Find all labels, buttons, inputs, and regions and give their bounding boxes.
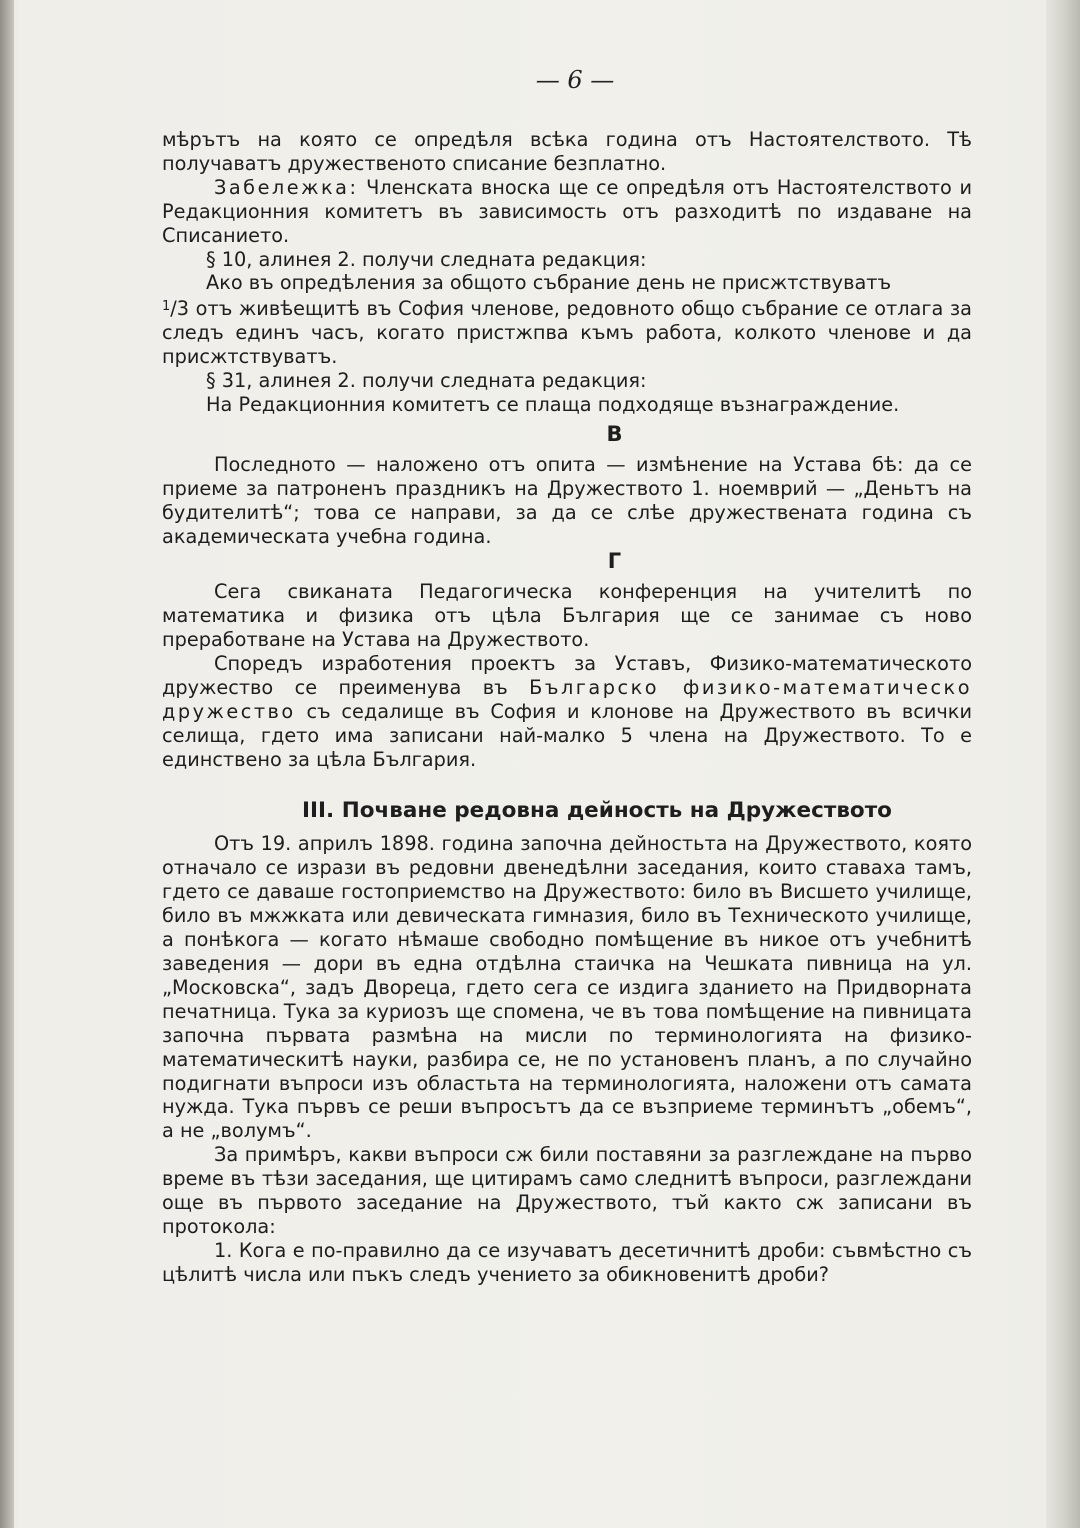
paragraph-rename-rest: съ седалище въ София и клонове на Дружеството въ всички селища, гдето има записани най-малко 5 члена на Дружеството. То е единствено за цѣла България. <box>162 699 972 771</box>
fraction-denominator: 3 <box>176 297 190 321</box>
note-paragraph <box>162 176 972 248</box>
paragraph: За примѣръ, какви въпроси сж били поставяни за разглеждане на първо време въ тѣзи заседания, ще цитирамъ само следнитѣ въпроси, разглеждани още въ първото заседание на Дружеството, тъй както сж записани въ протокола: <box>162 1143 972 1238</box>
paragraph-amendment-10-text: Ако въ опредѣления за общото събрание день не присжтствуватъ <box>206 271 892 295</box>
paragraph-question-1: 1. Кога е по-правилно да се изучаватъ десетичнитѣ дроби: съвмѣстно съ цѣлитѣ числа или пъкъ следъ учението за обикновенитѣ дроби? <box>162 1238 972 1286</box>
paragraph-quorum-text: отъ живѣещитѣ въ София членове, редовното общо събрание се отлага за следъ единъ часъ, когато пристжпва къмъ работа, колкото членове и да присжтствуватъ. <box>162 297 972 369</box>
fraction-numerator: 1 <box>162 299 171 315</box>
section-letter-v: В <box>606 421 623 446</box>
paragraph: Последното — наложено отъ опита — измѣнение на Устава бѣ: да се приеме за патроненъ праздникъ на Дружеството 1. ноемврий — „Деньтъ на будителитѣ“; това се направи, за да се слѣе дружествената година съ академическата учебна година. <box>162 452 972 548</box>
paragraph: Отъ 19. априлъ 1898. година започна дейностьта на Дружеството, която отначало се изрази въ редовни двенедѣлни заседания, които ставаха тамъ, гдето се даваше гостоприемство на Дружеството: било въ Висшето училище, било въ мжжката или девическата гимназия, било въ Техническото училище, а понѣкога — когато нѣмаше свободно помѣщение въ никое отъ учебнитѣ заведения — дори въ една отдѣлна стаичка на Чешката пивница на ул. „Московска“, задъ Двореца, гдето сега се издига зданието на Придворната печатница. Тука за куриозъ ще спомена, че въ това помѣщение на пивницата започна първата размѣна на мисли по терминологията на физико-математическитѣ науки, разбира се, не по установенъ планъ, а по случайно подигнати въпроси изъ областьта на терминологията, наложени отъ самата нужда. Тука първъ се реши въпросътъ да се възприеме терминътъ „обемъ“, а не „волумъ“. <box>162 832 972 1143</box>
paragraph-rename <box>162 652 972 772</box>
page-left-edge-shadow <box>0 0 14 1528</box>
paragraph-rename-text: Споредъ изработения проектъ за Уставъ, Физико-математическото дружество се преименува въ <box>162 652 972 699</box>
page-body <box>162 128 972 1287</box>
section-title: III. Почване редовна дейность на Дружеството <box>302 797 892 823</box>
paragraph: Сега свиканата Педагогическа конференция на учителитѣ по математика и физика отъ цѣла България ще се занимае съ ново преработване на Устава на Дружеството. <box>162 580 972 652</box>
note-text: Членската вноска ще се опредѣля отъ Настоятелството и Редакционния комитетъ въ зависимость отъ разходитѣ по издаване на Списанието. <box>162 175 972 247</box>
section-letter-g: Г <box>607 549 622 574</box>
page-number: — 6 — <box>535 66 615 94</box>
paragraph-amendment-31-text: На Редакционния комитетъ се плаща подходяще възнаграждение. <box>206 392 900 416</box>
paragraph-quorum: $^1$/3 отъ живѣещитѣ въ София членове, редовното общо събрание се отлага за следъ единъ часъ, когато пристжпва къмъ работа, колкото членове и да присжтствуватъ. <box>162 297 972 369</box>
paragraph: мѣрътъ на която се опредѣля всѣка година отъ Настоятелството. Тѣ получаватъ дружественото списание безплатно. <box>162 128 972 175</box>
paragraph-amendment-10: § 10, алинея 2. получи следната редакция: <box>206 247 647 271</box>
society-name-spaced: Българско физико-математическо дружество <box>162 675 972 723</box>
page-right-edge <box>1046 0 1080 1528</box>
paragraph-amendment-31: § 31, алинея 2. получи следната редакция: <box>206 369 647 393</box>
note-label: Забележка: <box>214 175 359 199</box>
